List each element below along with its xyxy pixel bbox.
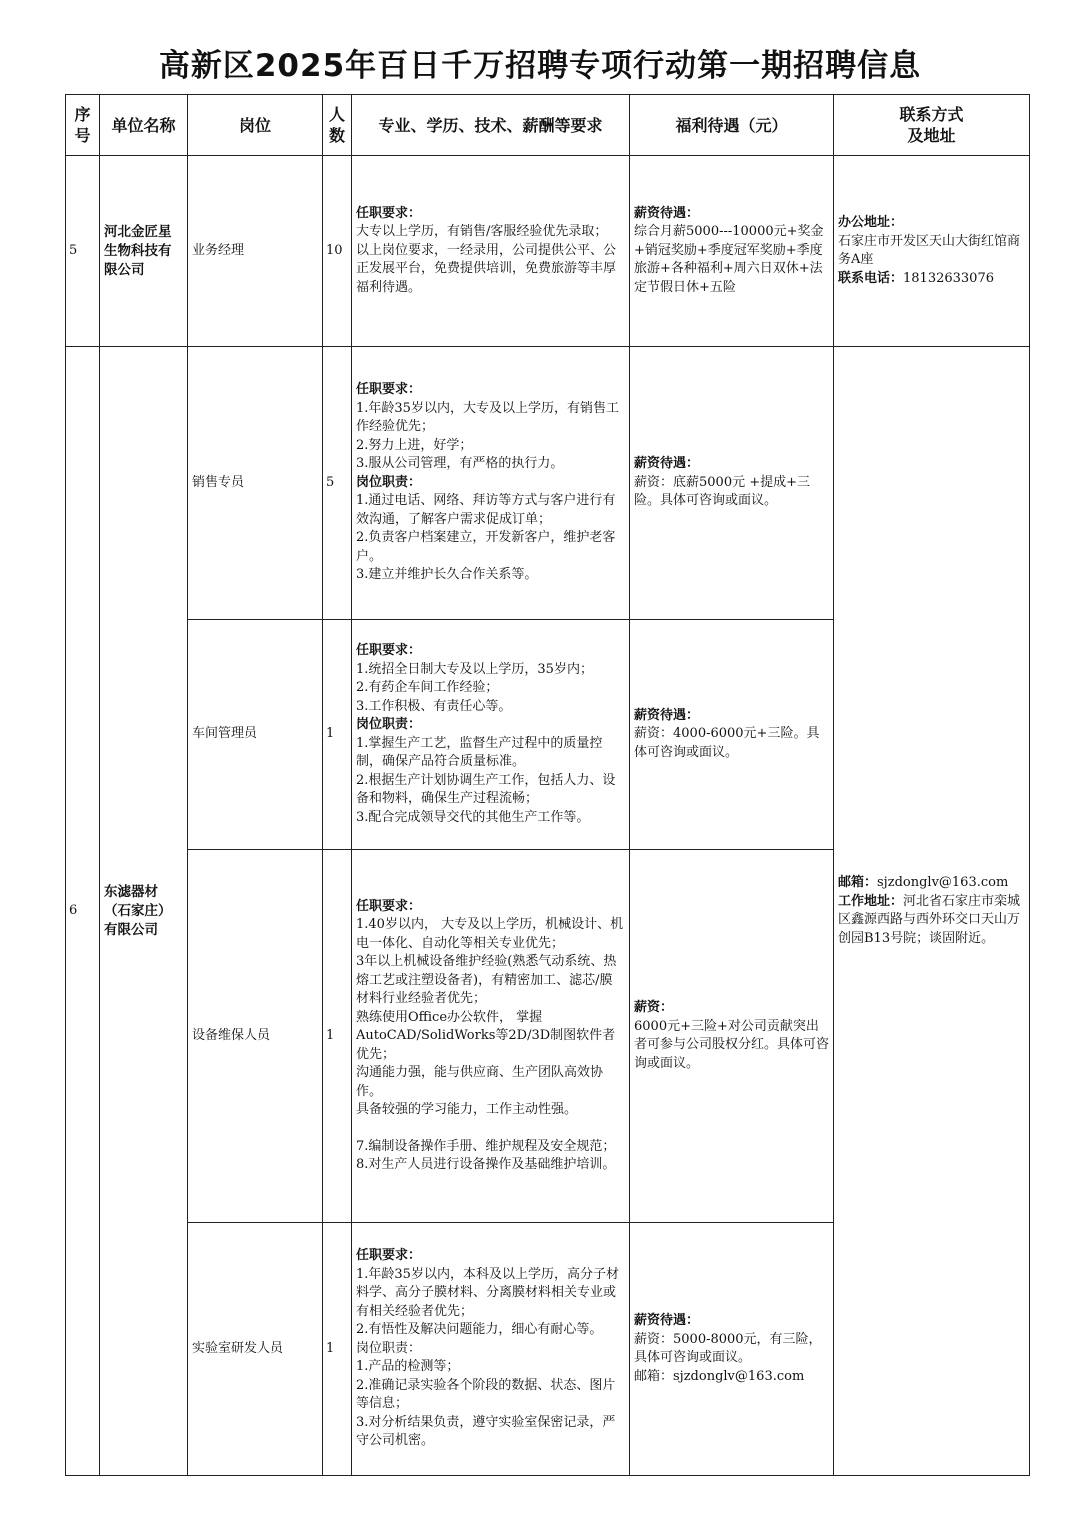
header-company: 单位名称 [100, 95, 188, 156]
req-line: 3.服从公司管理，有严格的执行力。 [356, 456, 564, 472]
position-count: 1 [323, 620, 352, 850]
duty-line: 1.通过电话、网络、拜访等方式与客户进行有效沟通，了解客户需求促成订单； [356, 493, 616, 527]
ben-label: 薪资待遇： [634, 205, 700, 221]
duty-line: 1.掌握生产工艺，监督生产过程中的质量控制，确保产品符合质量标准。 [356, 735, 603, 769]
ben-text: 薪资：4000-6000元+三险。具体可咨询或面议。 [634, 726, 820, 760]
position-title: 实验室研发人员 [188, 1223, 323, 1476]
position-count: 5 [323, 347, 352, 620]
ben-text: 薪资：底薪5000元 +提成+三险。具体可咨询或面议。 [634, 474, 811, 509]
header-row [66, 95, 1030, 156]
page-title: 高新区2025年百日千万招聘专项行动第一期招聘信息 [158, 48, 922, 84]
address-label: 工作地址： [838, 893, 904, 909]
ben-text: 6000元+三险+对公司贡献突出者可参与公司股权分红。具体可咨询或面议。 [634, 1018, 830, 1071]
req-label: 任职要求： [356, 643, 422, 658]
req-line: 3.工作积极、有责任心等。 [356, 698, 512, 714]
phone-label: 联系电话： [838, 270, 904, 286]
position-title: 业务经理 [188, 156, 323, 347]
req-label: 任职要求： [356, 205, 422, 221]
req-label: 任职要求： [356, 1248, 422, 1264]
req-line: 以上岗位要求，一经录用，公司提供公平、公正发展平台，免费提供培训，免费旅游等丰厚福利待遇。 [356, 242, 617, 295]
position-count: 10 [323, 156, 352, 347]
requirements-cell [352, 620, 630, 850]
duty-line: 1.产品的检测等； [356, 1359, 460, 1375]
benefits-cell [630, 620, 834, 850]
req-line: 2.有悟性及解决问题能力，细心有耐心等。 [356, 1322, 603, 1338]
duty-line: 3.配合完成领导交代的其他生产工作等。 [356, 809, 590, 825]
requirements-cell [352, 1223, 630, 1476]
duty-line: 3.对分析结果负责，遵守实验室保密记录，严守公司机密。 [356, 1414, 616, 1449]
requirements-cell [352, 156, 630, 347]
position-count: 1 [323, 1223, 352, 1476]
header-contact-line2: 及地址 [907, 126, 956, 145]
req-line: 熟练使用Office办公软件， 掌握AutoCAD/SolidWorks等2D/3D制图软件者优先； [356, 1009, 616, 1062]
table-row [66, 156, 1030, 347]
position-title: 车间管理员 [188, 620, 323, 850]
ben-text: 综合月薪5000---10000元+奖金+销冠奖励+季度冠军奖励+季度旅游+各种福利+周六日双休+法定节假日休+五险 [634, 224, 824, 295]
req-line: 7.编制设备操作手册、维护规程及安全规范； [356, 1138, 616, 1154]
req-line: 2.努力上进，好学； [356, 437, 473, 453]
company-name: 东滤器材（石家庄）有限公司 [100, 347, 188, 1476]
spacer [356, 1120, 625, 1138]
contact-cell [834, 347, 1030, 1476]
ben-email: 邮箱：sjzdonglv@163.com [634, 1368, 805, 1384]
ben-text: 薪资：5000-8000元，有三险，具体可咨询或面议。 [634, 1331, 822, 1365]
req-line: 2.有药企车间工作经验； [356, 680, 499, 695]
duty-label: 岗位职责： [356, 717, 422, 732]
ben-label: 薪资： [634, 1000, 674, 1015]
header-count: 人数 [323, 95, 352, 156]
ben-label: 薪资待遇： [634, 707, 700, 723]
recruitment-table [65, 94, 1030, 1476]
benefits-cell [630, 156, 834, 347]
req-line: 具备较强的学习能力，工作主动性强。 [356, 1102, 578, 1117]
benefits-cell [630, 850, 834, 1223]
requirements-cell [352, 850, 630, 1223]
email-label: 邮箱： [838, 875, 878, 890]
benefits-cell [630, 1223, 834, 1476]
header-position: 岗位 [188, 95, 323, 156]
seq-cell: 5 [66, 156, 100, 347]
header-seq: 序号 [66, 95, 100, 156]
work-address: 河北省石家庄市栾城区鑫源西路与西外环交口天山万创园B13号院；谈固附近。 [838, 893, 1021, 946]
req-line: 3年以上机械设备维护经验(熟悉气动系统、热熔工艺或注塑设备者)，有精密加工、滤芯/膜材料行业经验者优先； [356, 954, 617, 1006]
seq-cell: 6 [66, 347, 100, 1476]
header-benefits: 福利待遇（元） [630, 95, 834, 156]
duty-line: 3.建立并维护长久合作关系等。 [356, 567, 538, 583]
req-line: 大专以上学历，有销售/客服经验优先录取； [356, 224, 608, 240]
req-line: 1.年龄35岁以内，大专及以上学历，有销售工作经验优先； [356, 400, 619, 435]
header-contact-line1: 联系方式 [899, 105, 964, 124]
ben-label: 薪资待遇： [634, 1313, 700, 1328]
req-label: 任职要求： [356, 898, 422, 914]
req-line: 沟通能力强，能与供应商、生产团队高效协作。 [356, 1065, 604, 1099]
duty-label: 岗位职责： [356, 1340, 422, 1356]
requirements-cell [352, 347, 630, 620]
position-title: 销售专员 [188, 347, 323, 620]
req-line: 1.年龄35岁以内，本科及以上学历，高分子材料学、高分子膜材料、分离膜材料相关专业或有相关经验者优先； [356, 1266, 619, 1319]
duty-line: 2.负责客户档案建立，开发新客户，维护老客户。 [356, 530, 616, 564]
duty-line: 2.根据生产计划协调生产工作，包括人力、设备和物料，确保生产过程流畅； [356, 772, 616, 806]
company-name: 河北金匠星生物科技有限公司 [100, 156, 188, 347]
duty-line: 2.准确记录实验各个阶段的数据、状态、图片等信息； [356, 1377, 616, 1412]
phone-number: 18132633076 [903, 270, 994, 286]
email-address[interactable]: sjzdonglv@163.com [877, 875, 1009, 890]
benefits-cell [630, 347, 834, 620]
office-address: 石家庄市开发区天山大街红馆商务A座 [838, 233, 1021, 267]
req-line: 8.对生产人员进行设备操作及基础维护培训。 [356, 1157, 616, 1172]
ben-label: 薪资待遇： [634, 456, 700, 472]
duty-label: 岗位职责： [356, 474, 422, 490]
table-row [66, 347, 1030, 620]
header-requirements: 专业、学历、技术、薪酬等要求 [352, 95, 630, 156]
header-contact [834, 95, 1030, 156]
position-title: 设备维保人员 [188, 850, 323, 1223]
req-line: 1.统招全日制大专及以上学历，35岁内； [356, 661, 593, 677]
req-label: 任职要求： [356, 382, 422, 398]
req-line: 1.40岁以内， 大专及以上学历，机械设计、机电一体化、自动化等相关专业优先； [356, 917, 624, 951]
contact-cell [834, 156, 1030, 347]
position-count: 1 [323, 850, 352, 1223]
office-label: 办公地址： [838, 215, 904, 230]
